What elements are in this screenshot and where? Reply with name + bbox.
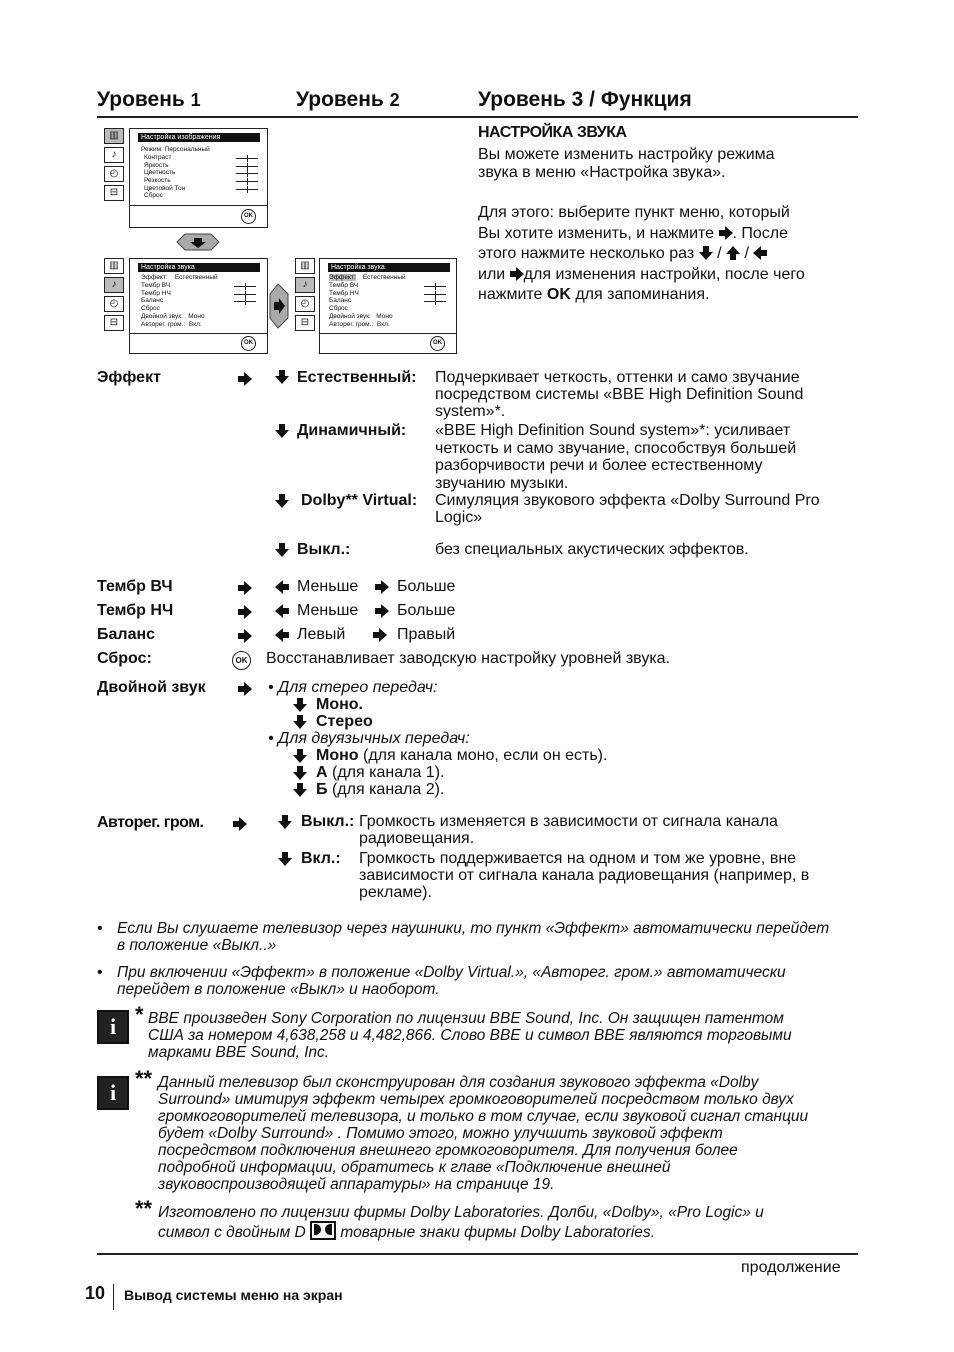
arrow-right-icon [373, 628, 387, 642]
effect-off-desc: без специальных акустических эффектов. [435, 541, 749, 558]
menu-item: Сброс [144, 192, 163, 199]
effect-natural-desc: Подчеркивает четкость, оттенки и само звучание посредством системы «BBE High Definition Sound system»*. [435, 369, 804, 420]
picture-icon: ▥ [104, 258, 124, 274]
balance-right: Правый [397, 626, 456, 643]
bullet-note-1: Если Вы слушаете телевизор через наушники, то пункт «Эффект» автоматически перейдет в положение «Выкл..» [117, 920, 830, 954]
menu-item: Цветность [144, 169, 176, 176]
menu-item: Контраст [144, 154, 172, 161]
ok-nav-icon: OK [430, 336, 445, 351]
bass-label: Тембр НЧ [97, 602, 174, 619]
menu-item: Авторег. гром.: Вкл. [141, 321, 202, 328]
arrow-right-icon [238, 629, 252, 643]
bass-less: Меньше [297, 602, 359, 619]
down-nav-icon [175, 232, 221, 252]
level1-header: Уровень 1 [97, 88, 201, 111]
treble-label: Тембр ВЧ [97, 578, 173, 595]
arrow-left-icon [275, 580, 289, 594]
menu-item: Двойной звук: Моно [141, 313, 205, 320]
arrow-down-icon [293, 749, 307, 763]
slider-icon [234, 286, 256, 287]
menu-icons-2 [104, 258, 124, 334]
reset-desc: Восстанавливает заводскую настройку уровней звука. [266, 650, 671, 667]
continue-label: продолжение [741, 1259, 841, 1276]
ok-icon: OK [241, 209, 256, 224]
menu-item: Тембр НЧ [329, 290, 359, 297]
sound-menu-screen [129, 258, 268, 354]
mode-line: Режим: Персональный [141, 146, 210, 153]
arrow-right-icon [233, 817, 247, 831]
arrow-down-icon [293, 698, 307, 712]
effect-off: Выкл.: [297, 541, 351, 558]
right-nav-icon [268, 282, 290, 330]
arrow-left-icon [275, 628, 289, 642]
screen-title: Настройка звука [328, 263, 450, 272]
arrow-down-icon [278, 852, 292, 866]
treble-more: Больше [397, 578, 456, 595]
clock-icon: ◴ [295, 296, 315, 312]
dual-a: А (для канала 1). [316, 764, 445, 781]
slider-icon [424, 286, 446, 287]
arrow-left-icon [753, 246, 767, 260]
arrow-right-icon [238, 372, 252, 386]
section-title: НАСТРОЙКА ЗВУКА [478, 124, 627, 141]
arrow-right-icon [238, 581, 252, 595]
menu-item: Цветовой Тон [144, 185, 186, 192]
clock-icon: ◴ [104, 166, 124, 182]
avr-on-desc: Громкость поддерживается на одном и том же уровне, вне зависимости от сигнала канала радиовещания (например, в рекламе). [359, 850, 810, 901]
balance-left: Левый [297, 626, 346, 643]
dual-mono2: Моно (для канала моно, если он есть). [316, 747, 608, 764]
note-icon: ♪ [295, 277, 315, 293]
reset-label: Сброс: [97, 650, 152, 667]
menu-item: Яркость [144, 162, 169, 169]
ok-icon: OK [232, 651, 251, 670]
menu-item-selected: Эффект: Естественный [329, 274, 406, 281]
info-icon: i [97, 1010, 129, 1044]
arrow-right-icon [238, 605, 252, 619]
effect-dolby: Dolby** Virtual: [301, 492, 418, 509]
arrow-down-icon [275, 494, 289, 508]
effect-dolby-desc: Симуляция звукового эффекта «Dolby Surround Pro Logic» [435, 492, 820, 526]
clock-icon: ◴ [104, 296, 124, 312]
arrow-down-icon [293, 783, 307, 797]
menu-item: Тембр НЧ [141, 290, 171, 297]
dual-mono: Моно. [316, 696, 363, 713]
menu-item: Резкость [144, 177, 171, 184]
dual-stereo: Стерео [316, 713, 373, 730]
menu-item: Сброс [329, 305, 348, 312]
picture-icon: ▥ [104, 128, 124, 144]
arrow-up-icon [726, 246, 740, 260]
screen-title: Настройка изображения [138, 133, 260, 142]
effect-natural: Естественный: [297, 369, 417, 386]
sound-menu-screen-selected [319, 258, 457, 354]
dual-bilingual-heading: • Для двуязычных передач: [268, 730, 470, 747]
intro-paragraph-2: Для этого: выберите пункт меню, который Вы хотите изменить, и нажмите . После этого нажмите несколько раз / / или для изменения настройки, после чего нажмите OK для запоминания. [478, 204, 805, 303]
toolbox-icon: ⊟ [104, 315, 124, 331]
header-rule [97, 116, 858, 118]
avr-on: Вкл.: [301, 850, 341, 867]
asterisk-mark: * [135, 1002, 144, 1027]
slider-icon [236, 158, 258, 159]
dual-stereo-heading: • Для стерео передач: [268, 679, 438, 696]
page-number: 10 [85, 1283, 106, 1303]
bbe-note: BBE произведен Sony Corporation по лицензии BBE Sound, Inc. Он защищен патентом США за номером 4,638,258 и 4,482,866. Слово BBE и символ BBE являются торговыми марками BBE Sound, Inc. [148, 1010, 792, 1061]
dolby-note: Данный телевизор был сконструирован для создания звукового эффекта «Dolby Surround» имитируя эффект четырех громкоговорителей посредством только двух громкоговорителей телевизора, и только в том случае, если звуковой сигнал станции будет «Dolby Surround» . Помимо этого, можно улучшить звуковой эффект посредством подключения внешнего громкоговорителя. Для получения более подробной информации, обратитесь к главе «Подключение внешней звуковоспроизводящей аппаратуры» на странице 19. [158, 1074, 809, 1193]
arrow-right-icon [510, 267, 524, 281]
arrow-right-icon [375, 604, 389, 618]
menu-item: Тембр ВЧ [329, 282, 359, 289]
intro-paragraph-1: Вы можете изменить настройку режима звука в меню «Настройка звука». [478, 146, 775, 181]
arrow-down-icon [293, 715, 307, 729]
avr-off: Выкл.: [301, 813, 355, 830]
slider-icon [236, 166, 258, 167]
arrow-down-icon [275, 543, 289, 557]
arrow-right-icon [238, 682, 252, 696]
bullet-note-2: При включении «Эффект» в положение «Dolby Virtual.», «Авторег. гром.» автоматически перейдет в положение «Выкл» и наоборот. [117, 964, 786, 998]
balance-label: Баланс [97, 626, 156, 643]
arrow-down-icon [275, 424, 289, 438]
effect-dynamic: Динамичный: [297, 422, 407, 439]
note-icon: ♪ [104, 277, 124, 293]
arrow-down-icon [275, 370, 289, 384]
slider-icon [236, 181, 258, 182]
ok-icon: OK [241, 336, 256, 351]
menu-item: Тембр ВЧ [141, 282, 171, 289]
treble-less: Меньше [297, 578, 359, 595]
section-name: Вывод системы меню на экран [124, 1287, 343, 1303]
double-d-icon [310, 1221, 336, 1240]
level3-header: Уровень 3 / Функция [478, 88, 692, 111]
dual-label: Двойной звук [97, 679, 206, 696]
bullet-dot: • [97, 920, 103, 937]
double-asterisk-mark: ** [135, 1066, 153, 1091]
avr-label: Авторег. гром. [97, 814, 204, 831]
arrow-right-icon [375, 580, 389, 594]
info-icon: i [97, 1076, 129, 1110]
menu-item: Баланс [141, 297, 164, 304]
slider-icon [236, 189, 258, 190]
menu-item: Авторег. гром.: Вкл. [329, 321, 390, 328]
slider-icon [424, 301, 446, 302]
dolby-license-note: Изготовлено по лицензии фирмы Dolby Laboratories. Долби, «Dolby», «Pro Logic» и символ с двойным D товарные знаки фирмы Dolby Laboratories. [158, 1204, 764, 1241]
dual-b: Б (для канала 2). [316, 781, 445, 798]
menu-item: Баланс [329, 297, 352, 304]
effect-label: Эффект [97, 369, 161, 386]
bullet-dot: • [97, 964, 103, 981]
slider-icon [234, 301, 256, 302]
arrow-left-icon [275, 604, 289, 618]
menu-icons-3 [295, 258, 315, 334]
slider-icon [424, 294, 446, 295]
arrow-down-icon [699, 246, 713, 260]
level2-header: Уровень 2 [296, 88, 400, 111]
menu-icons-1 [104, 128, 124, 204]
menu-item: Сброс [141, 305, 160, 312]
picture-icon: ▥ [295, 258, 315, 274]
screen-title: Настройка звука [138, 263, 260, 272]
note-icon: ♪ [104, 147, 124, 163]
menu-item: Эффект: Естественный [141, 274, 218, 281]
toolbox-icon: ⊟ [295, 315, 315, 331]
toolbox-icon: ⊟ [104, 185, 124, 201]
avr-off-desc: Громкость изменяется в зависимости от сигнала канала радиовещания. [359, 813, 778, 847]
double-asterisk-mark: ** [135, 1196, 153, 1221]
arrow-down-icon [278, 815, 292, 829]
menu-item: Двойной звук: Моно [329, 313, 393, 320]
picture-menu-screen [129, 128, 268, 228]
footer-rule [97, 1253, 858, 1255]
bass-more: Больше [397, 602, 456, 619]
effect-dynamic-desc: «BBE High Definition Sound system»*: усиливает четкость и само звучание, способствуя большей разборчивости речи и более естественному звучанию музыки. [435, 422, 797, 492]
slider-icon [236, 173, 258, 174]
slider-icon [234, 294, 256, 295]
arrow-down-icon [293, 766, 307, 780]
arrow-right-icon [719, 226, 733, 240]
